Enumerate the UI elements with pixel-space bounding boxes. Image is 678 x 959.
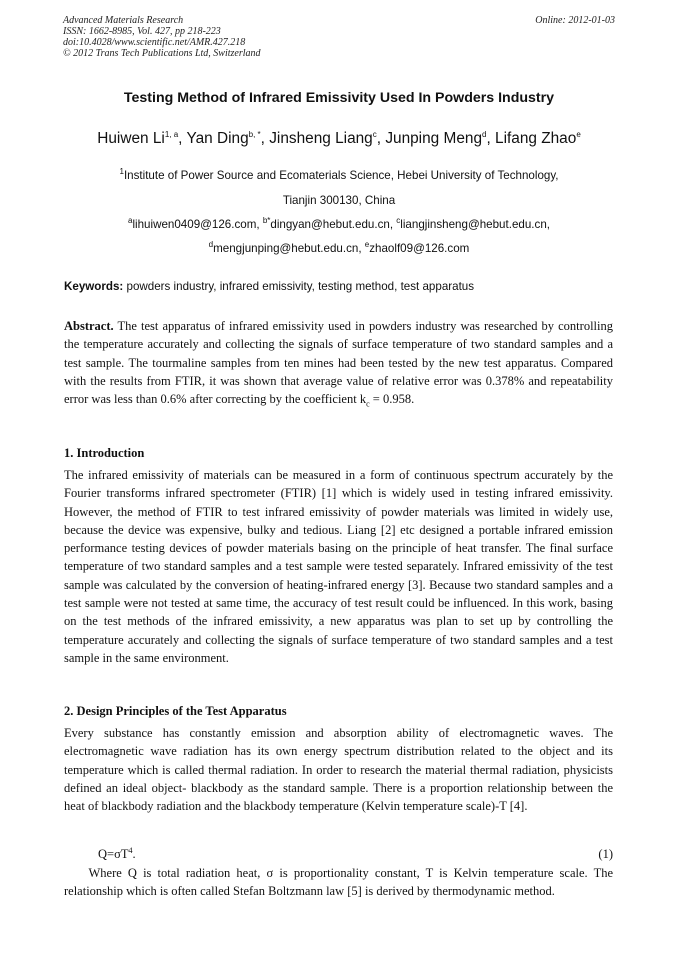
equation-end: . bbox=[132, 847, 136, 861]
author-name: Junping Meng bbox=[385, 130, 482, 147]
author-name: Huiwen Li bbox=[97, 130, 165, 147]
abstract-text-end: = 0.958. bbox=[369, 392, 415, 407]
email-line-2 bbox=[0, 242, 678, 255]
email-sup: b* bbox=[262, 216, 271, 226]
author-sep: , bbox=[178, 130, 187, 147]
affiliation-text: Institute of Power Source and Ecomaterials Science, Hebei University of Technology, bbox=[123, 169, 559, 182]
affiliation-line-2: Tianjin 300130, China bbox=[282, 194, 396, 207]
affiliation-sup: 1 bbox=[119, 167, 124, 177]
author-sep: , bbox=[260, 130, 270, 147]
equation-base: Q=σT bbox=[98, 847, 129, 861]
author-sup: c bbox=[372, 129, 377, 139]
equation-exponent: 4 bbox=[128, 845, 133, 855]
author-sup: d bbox=[482, 129, 487, 139]
introduction-body: The infrared emissivity of materials can be measured in a form of continuous spectrum accurately by the Fourier transforms infrared spectrometer (FTIR) [1] which is widely used in testing infrared emissivity. However, the method of FTIR to test infrared emissivity of powder materials was limited in widely use, because the device was expensive, bulky and tedious. Liang [2] etc designed a portable infrared emission performance testing devices of powder materials basing on the principle of heat transfer. The final surface temperature of two standard samples and a test sample were tested separately. Infrared emissivity of the test sample was calculated by the conversion of heating-infrared energy [3]. Because two standard samples and a test sample were not tested at same time, the accuracy of test result could be influenced. In this work, basing on the test methods of the infrared emissivity, a new apparatus was plan to set up by controlling the temperature accurately and collecting the signals of surface temperature of two standard samples and a test sample in the same environment. bbox=[64, 468, 613, 665]
keywords bbox=[64, 280, 624, 293]
abstract-label: Abstract. bbox=[64, 319, 114, 333]
author-sup: 1, a bbox=[164, 129, 179, 139]
author-name: Lifang Zhao bbox=[495, 130, 577, 147]
online-date: Online: 2012-01-03 bbox=[535, 15, 615, 26]
equation-explanation: Where Q is total radiation heat, σ is proportionality constant, T is Kelvin temperature scale. The relationship which is often called Stefan Boltzmann law [5] is derived by thermodynamic method. bbox=[64, 866, 617, 899]
email-sup: d bbox=[208, 240, 214, 250]
section-heading-design-principles: 2. Design Principles of the Test Apparatus bbox=[64, 704, 287, 718]
email-address: zhaolf09@126.com bbox=[369, 242, 470, 255]
design-principles-body: Every substance has constantly emission and absorption ability of electromagnetic waves. The electromagnetic wave radiation has its own energy spectrum distribution related to the object and its temperature which is called thermal radiation. In order to research the material thermal radiation, physicists defined an ideal object- blackbody as the standard sample. There is a proportion relationship between the heat of blackbody radiation and the blackbody temperature (Kelvin temperature scale)-T [4]. bbox=[64, 726, 613, 814]
keywords-text: powders industry, infrared emissivity, testing method, test apparatus bbox=[123, 280, 475, 293]
email-sup: a bbox=[128, 216, 133, 226]
author-name: Yan Ding bbox=[186, 130, 249, 147]
email-line-1 bbox=[0, 218, 678, 231]
email-address: liangjinsheng@hebut.edu.cn, bbox=[400, 218, 550, 231]
equation bbox=[98, 846, 136, 862]
section-heading-introduction: 1. Introduction bbox=[64, 446, 145, 460]
abstract-subscript: c bbox=[366, 399, 370, 409]
copyright-line: © 2012 Trans Tech Publications Ltd, Switzerland bbox=[63, 48, 261, 59]
author-sep: , bbox=[486, 130, 496, 147]
email-sup: c bbox=[396, 216, 401, 226]
email-address: lihuiwen0409@126.com, bbox=[132, 218, 263, 231]
doi-line: doi:10.4028/www.scientific.net/AMR.427.218 bbox=[63, 37, 246, 48]
email-address: mengjunping@hebut.edu.cn, bbox=[213, 242, 365, 255]
author-name: Jinsheng Liang bbox=[269, 130, 373, 147]
keywords-label: Keywords: bbox=[64, 280, 124, 293]
author-sup: e bbox=[576, 129, 581, 139]
journal-name: Advanced Materials Research bbox=[63, 15, 184, 26]
abstract bbox=[64, 317, 613, 408]
paper-title: Testing Method of Infrared Emissivity Used In Powders Industry bbox=[123, 90, 555, 106]
author-list bbox=[0, 130, 678, 148]
affiliation-line-1 bbox=[0, 169, 678, 182]
issn-line: ISSN: 1662-8985, Vol. 427, pp 218-223 bbox=[63, 26, 221, 37]
author-sep: , bbox=[376, 130, 386, 147]
email-sup: e bbox=[364, 240, 370, 250]
equation-number: (1) bbox=[598, 847, 613, 861]
email-address: dingyan@hebut.edu.cn, bbox=[270, 218, 397, 231]
journal-header bbox=[63, 15, 261, 59]
author-sup: b, * bbox=[248, 129, 261, 139]
abstract-text: The test apparatus of infrared emissivity used in powders industry was researched by controlling the temperature accurately and collecting the signals of surface temperature of two standard samples and a test sample. The tourmaline samples from ten mines had been tested by the new test apparatus. Compared with the results from FTIR, it was shown that average value of relative error was 0.378% and repeatability error was less than 0.6% after correcting by the coefficient k bbox=[64, 319, 613, 407]
